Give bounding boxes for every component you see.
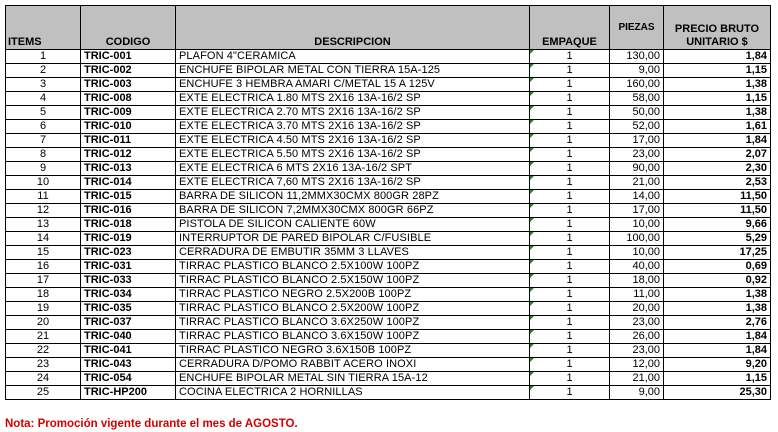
cell-precio[interactable]: 0,92 xyxy=(664,274,771,288)
cell-codigo[interactable]: TRIC-040 xyxy=(81,330,176,344)
table-row[interactable] xyxy=(6,316,771,330)
table-row[interactable] xyxy=(6,120,771,134)
cell-item[interactable]: 24 xyxy=(6,372,81,386)
cell-codigo[interactable]: TRIC-009 xyxy=(81,106,176,120)
cell-item[interactable]: 17 xyxy=(6,274,81,288)
cell-piezas[interactable]: 90,00 xyxy=(610,162,664,176)
cell-descripcion[interactable]: TIRRAC PLASTICO BLANCO 2.5X200W 100PZ xyxy=(176,302,530,316)
cell-descripcion[interactable]: EXTE ELECTRICA 5.50 MTS 2X16 13A-16/2 SP xyxy=(176,148,530,162)
table-row[interactable] xyxy=(6,204,771,218)
cell-codigo[interactable]: TRIC-011 xyxy=(81,134,176,148)
cell-item[interactable]: 21 xyxy=(6,330,81,344)
cell-precio[interactable]: 0,69 xyxy=(664,260,771,274)
cell-descripcion[interactable]: EXTE ELECTRICA 3.70 MTS 2X16 13A-16/2 SP xyxy=(176,120,530,134)
cell-precio[interactable]: 11,50 xyxy=(664,190,771,204)
cell-codigo[interactable]: TRIC-019 xyxy=(81,232,176,246)
column-header-piezas[interactable]: PIEZAS xyxy=(610,6,664,50)
cell-precio[interactable]: 11,50 xyxy=(664,204,771,218)
cell-codigo[interactable]: TRIC-016 xyxy=(81,204,176,218)
cell-item[interactable]: 15 xyxy=(6,246,81,260)
cell-empaque[interactable]: 1 xyxy=(530,344,610,358)
cell-item[interactable]: 19 xyxy=(6,302,81,316)
cell-item[interactable]: 10 xyxy=(6,176,81,190)
cell-empaque[interactable]: 1 xyxy=(530,106,610,120)
cell-precio[interactable]: 1,84 xyxy=(664,50,771,64)
cell-precio[interactable]: 1,61 xyxy=(664,120,771,134)
cell-empaque[interactable]: 1 xyxy=(530,372,610,386)
cell-item[interactable]: 12 xyxy=(6,204,81,218)
cell-empaque[interactable]: 1 xyxy=(530,204,610,218)
cell-precio[interactable]: 1,38 xyxy=(664,288,771,302)
cell-codigo[interactable]: TRIC-054 xyxy=(81,372,176,386)
cell-precio[interactable]: 1,38 xyxy=(664,78,771,92)
cell-codigo[interactable]: TRIC-033 xyxy=(81,274,176,288)
cell-empaque[interactable]: 1 xyxy=(530,92,610,106)
cell-item[interactable]: 8 xyxy=(6,148,81,162)
cell-codigo[interactable]: TRIC-013 xyxy=(81,162,176,176)
cell-precio[interactable]: 1,15 xyxy=(664,372,771,386)
column-header-descripcion[interactable]: DESCRIPCION xyxy=(176,6,530,50)
table-body xyxy=(6,50,771,400)
cell-piezas[interactable]: 10,00 xyxy=(610,246,664,260)
cell-precio[interactable]: 1,84 xyxy=(664,134,771,148)
cell-empaque[interactable]: 1 xyxy=(530,120,610,134)
cell-empaque[interactable]: 1 xyxy=(530,232,610,246)
cell-piezas[interactable]: 11,00 xyxy=(610,288,664,302)
cell-descripcion[interactable]: COCINA ELECTRICA 2 HORNILLAS xyxy=(176,386,530,400)
cell-piezas[interactable]: 21,00 xyxy=(610,372,664,386)
cell-codigo[interactable]: TRIC-035 xyxy=(81,302,176,316)
cell-precio[interactable]: 2,07 xyxy=(664,148,771,162)
cell-precio[interactable]: 2,53 xyxy=(664,176,771,190)
cell-codigo[interactable]: TRIC-031 xyxy=(81,260,176,274)
promotion-note: Nota: Promoción vigente durante el mes de AGOSTO. xyxy=(5,418,298,430)
cell-empaque[interactable]: 1 xyxy=(530,78,610,92)
cell-descripcion[interactable]: ENCHUFE 3 HEMBRA AMARI C/METAL 15 A 125V xyxy=(176,78,530,92)
table-row[interactable] xyxy=(6,190,771,204)
price-list-sheet xyxy=(5,5,771,400)
cell-piezas[interactable]: 23,00 xyxy=(610,344,664,358)
cell-empaque[interactable]: 1 xyxy=(530,260,610,274)
cell-empaque[interactable]: 1 xyxy=(530,218,610,232)
table-row[interactable] xyxy=(6,372,771,386)
cell-piezas[interactable]: 160,00 xyxy=(610,78,664,92)
cell-empaque[interactable]: 1 xyxy=(530,176,610,190)
cell-empaque[interactable]: 1 xyxy=(530,288,610,302)
cell-codigo[interactable]: TRIC-003 xyxy=(81,78,176,92)
cell-descripcion[interactable]: EXTE ELECTRICA 4.50 MTS 2X16 13A-16/2 SP xyxy=(176,134,530,148)
cell-precio[interactable]: 1,38 xyxy=(664,106,771,120)
cell-piezas[interactable]: 23,00 xyxy=(610,316,664,330)
cell-item[interactable]: 25 xyxy=(6,386,81,400)
cell-item[interactable]: 22 xyxy=(6,344,81,358)
column-header-items[interactable]: ITEMS xyxy=(6,6,81,50)
column-header-precio[interactable] xyxy=(664,6,771,50)
cell-descripcion[interactable]: TIRRAC PLASTICO BLANCO 2.5X150W 100PZ xyxy=(176,274,530,288)
cell-piezas[interactable]: 52,00 xyxy=(610,120,664,134)
cell-item[interactable]: 4 xyxy=(6,92,81,106)
cell-piezas[interactable]: 17,00 xyxy=(610,134,664,148)
cell-precio[interactable]: 1,84 xyxy=(664,330,771,344)
cell-descripcion[interactable]: TIRRAC PLASTICO BLANCO 3.6X150W 100PZ xyxy=(176,330,530,344)
cell-item[interactable]: 23 xyxy=(6,358,81,372)
precio-header-label: PRECIO BRUTO UNITARIO $ xyxy=(674,23,760,48)
cell-item[interactable]: 18 xyxy=(6,288,81,302)
cell-codigo[interactable]: TRIC-023 xyxy=(81,246,176,260)
table-row[interactable] xyxy=(6,288,771,302)
cell-item[interactable]: 5 xyxy=(6,106,81,120)
cell-codigo[interactable]: TRIC-001 xyxy=(81,50,176,64)
cell-codigo[interactable]: TRIC-043 xyxy=(81,358,176,372)
table-row[interactable] xyxy=(6,260,771,274)
cell-descripcion[interactable]: PLAFON 4"CERAMICA xyxy=(176,50,530,64)
cell-descripcion[interactable]: EXTE ELECTRICA 1.80 MTS 2X16 13A-16/2 SP xyxy=(176,92,530,106)
table-row[interactable] xyxy=(6,176,771,190)
table-row[interactable] xyxy=(6,344,771,358)
cell-empaque[interactable]: 1 xyxy=(530,330,610,344)
cell-item[interactable]: 13 xyxy=(6,218,81,232)
table-row[interactable] xyxy=(6,106,771,120)
cell-codigo[interactable]: TRIC-041 xyxy=(81,344,176,358)
cell-empaque[interactable]: 1 xyxy=(530,50,610,64)
cell-piezas[interactable]: 14,00 xyxy=(610,190,664,204)
cell-descripcion[interactable]: PISTOLA DE SILICON CALIENTE 60W xyxy=(176,218,530,232)
cell-codigo[interactable]: TRIC-HP200 xyxy=(81,386,176,400)
cell-precio[interactable]: 25,30 xyxy=(664,386,771,400)
cell-descripcion[interactable]: CERRADURA DE EMBUTIR 35MM 3 LLAVES xyxy=(176,246,530,260)
cell-precio[interactable]: 1,15 xyxy=(664,92,771,106)
cell-descripcion[interactable]: BARRA DE SILICON 7,2MMX30CMX 800GR 66PZ xyxy=(176,204,530,218)
cell-precio[interactable]: 1,38 xyxy=(664,302,771,316)
cell-precio[interactable]: 9,20 xyxy=(664,358,771,372)
cell-codigo[interactable]: TRIC-010 xyxy=(81,120,176,134)
cell-descripcion[interactable]: TIRRAC PLASTICO BLANCO 2.5X100W 100PZ xyxy=(176,260,530,274)
cell-empaque[interactable]: 1 xyxy=(530,190,610,204)
cell-empaque[interactable]: 1 xyxy=(530,148,610,162)
table-row[interactable] xyxy=(6,50,771,64)
table-row[interactable] xyxy=(6,330,771,344)
cell-descripcion[interactable]: ENCHUFE BIPOLAR METAL CON TIERRA 15A-125 xyxy=(176,64,530,78)
cell-empaque[interactable]: 1 xyxy=(530,302,610,316)
table-row[interactable] xyxy=(6,162,771,176)
cell-descripcion[interactable]: ENCHUFE BIPOLAR METAL SIN TIERRA 15A-12 xyxy=(176,372,530,386)
cell-piezas[interactable]: 9,00 xyxy=(610,386,664,400)
table-row[interactable] xyxy=(6,134,771,148)
cell-piezas[interactable]: 58,00 xyxy=(610,92,664,106)
cell-piezas[interactable]: 100,00 xyxy=(610,232,664,246)
cell-item[interactable]: 2 xyxy=(6,64,81,78)
cell-descripcion[interactable]: EXTE ELECTRICA 2.70 MTS 2X16 13A-16/2 SP xyxy=(176,106,530,120)
cell-codigo[interactable]: TRIC-034 xyxy=(81,288,176,302)
header-row xyxy=(6,6,771,50)
cell-piezas[interactable]: 26,00 xyxy=(610,330,664,344)
cell-codigo[interactable]: TRIC-014 xyxy=(81,176,176,190)
cell-precio[interactable]: 9,66 xyxy=(664,218,771,232)
cell-item[interactable]: 3 xyxy=(6,78,81,92)
cell-empaque[interactable]: 1 xyxy=(530,64,610,78)
cell-empaque[interactable]: 1 xyxy=(530,162,610,176)
cell-empaque[interactable]: 1 xyxy=(530,246,610,260)
cell-item[interactable]: 7 xyxy=(6,134,81,148)
table-row[interactable] xyxy=(6,232,771,246)
cell-precio[interactable]: 2,30 xyxy=(664,162,771,176)
cell-precio[interactable]: 17,25 xyxy=(664,246,771,260)
table-row[interactable] xyxy=(6,148,771,162)
cell-descripcion[interactable]: EXTE ELECTRICA 7,60 MTS 2X16 13A-16/2 SP xyxy=(176,176,530,190)
cell-item[interactable]: 11 xyxy=(6,190,81,204)
cell-piezas[interactable]: 130,00 xyxy=(610,50,664,64)
cell-codigo[interactable]: TRIC-008 xyxy=(81,92,176,106)
cell-descripcion[interactable]: TIRRAC PLASTICO NEGRO 3.6X150B 100PZ xyxy=(176,344,530,358)
price-list-table xyxy=(5,5,771,400)
cell-descripcion[interactable]: EXTE ELECTRICA 6 MTS 2X16 13A-16/2 SPT xyxy=(176,162,530,176)
cell-piezas[interactable]: 50,00 xyxy=(610,106,664,120)
cell-empaque[interactable]: 1 xyxy=(530,274,610,288)
cell-codigo[interactable]: TRIC-002 xyxy=(81,64,176,78)
cell-item[interactable]: 9 xyxy=(6,162,81,176)
table-row[interactable] xyxy=(6,78,771,92)
cell-empaque[interactable]: 1 xyxy=(530,316,610,330)
cell-piezas[interactable]: 20,00 xyxy=(610,302,664,316)
cell-descripcion[interactable]: TIRRAC PLASTICO NEGRO 2.5X200B 100PZ xyxy=(176,288,530,302)
cell-empaque[interactable]: 1 xyxy=(530,134,610,148)
table-row[interactable] xyxy=(6,218,771,232)
table-row[interactable] xyxy=(6,302,771,316)
table-row[interactable] xyxy=(6,246,771,260)
table-row[interactable] xyxy=(6,274,771,288)
cell-precio[interactable]: 2,76 xyxy=(664,316,771,330)
cell-item[interactable]: 20 xyxy=(6,316,81,330)
cell-precio[interactable]: 1,84 xyxy=(664,344,771,358)
cell-piezas[interactable]: 12,00 xyxy=(610,358,664,372)
cell-descripcion[interactable]: INTERRUPTOR DE PARED BIPOLAR C/FUSIBLE xyxy=(176,232,530,246)
cell-piezas[interactable]: 23,00 xyxy=(610,148,664,162)
cell-piezas[interactable]: 18,00 xyxy=(610,274,664,288)
cell-item[interactable]: 1 xyxy=(6,50,81,64)
cell-codigo[interactable]: TRIC-018 xyxy=(81,218,176,232)
cell-item[interactable]: 14 xyxy=(6,232,81,246)
cell-piezas[interactable]: 10,00 xyxy=(610,218,664,232)
cell-item[interactable]: 16 xyxy=(6,260,81,274)
cell-descripcion[interactable]: TIRRAC PLASTICO BLANCO 3.6X250W 100PZ xyxy=(176,316,530,330)
table-row[interactable] xyxy=(6,386,771,400)
cell-precio[interactable]: 1,15 xyxy=(664,64,771,78)
cell-codigo[interactable]: TRIC-037 xyxy=(81,316,176,330)
cell-piezas[interactable]: 9,00 xyxy=(610,64,664,78)
cell-item[interactable]: 6 xyxy=(6,120,81,134)
cell-precio[interactable]: 5,29 xyxy=(664,232,771,246)
cell-descripcion[interactable]: CERRADURA D/POMO RABBIT ACERO INOXI xyxy=(176,358,530,372)
table-row[interactable] xyxy=(6,92,771,106)
cell-codigo[interactable]: TRIC-015 xyxy=(81,190,176,204)
table-row[interactable] xyxy=(6,64,771,78)
table-row[interactable] xyxy=(6,358,771,372)
cell-piezas[interactable]: 17,00 xyxy=(610,204,664,218)
column-header-empaque[interactable]: EMPAQUE xyxy=(530,6,610,50)
cell-piezas[interactable]: 21,00 xyxy=(610,176,664,190)
cell-descripcion[interactable]: BARRA DE SILICON 11,2MMX30CMX 800GR 28PZ xyxy=(176,190,530,204)
cell-codigo[interactable]: TRIC-012 xyxy=(81,148,176,162)
column-header-codigo[interactable]: CODIGO xyxy=(81,6,176,50)
cell-empaque[interactable]: 1 xyxy=(530,358,610,372)
cell-piezas[interactable]: 40,00 xyxy=(610,260,664,274)
cell-empaque[interactable]: 1 xyxy=(530,386,610,400)
